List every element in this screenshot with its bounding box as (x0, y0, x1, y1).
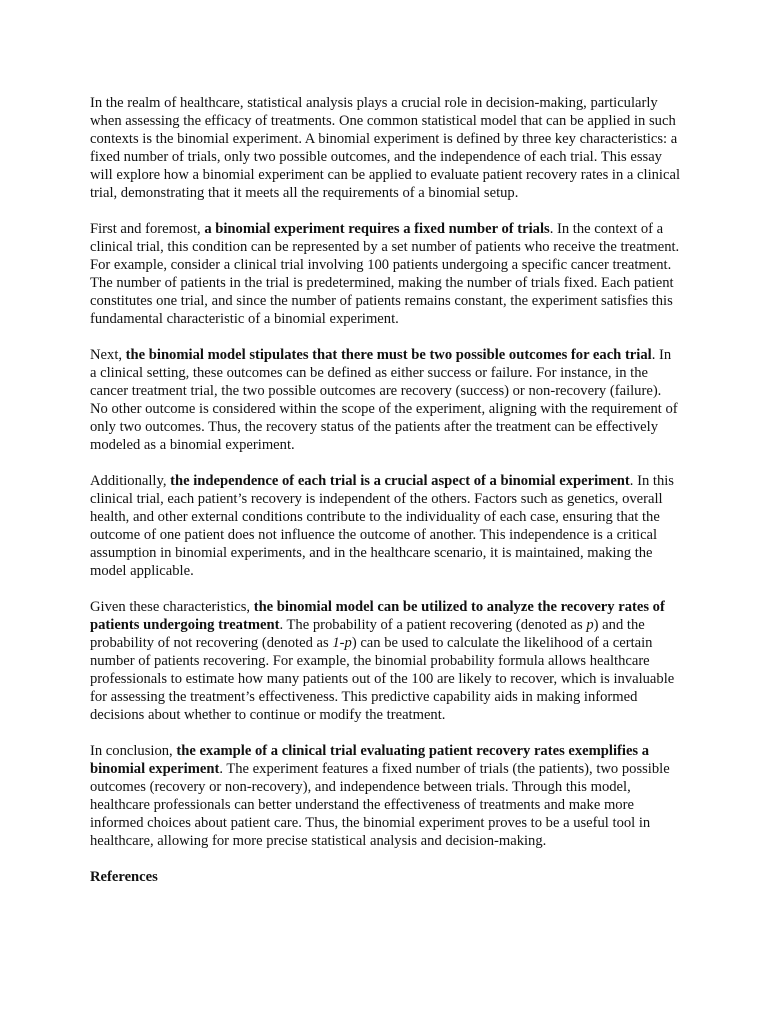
paragraph-bold-text: the binomial model stipulates that there must be two possible outcomes for each trial (125, 347, 652, 363)
paragraph-text: . The experiment features a fixed number of trials (the patients), two possible outcomes (recovery or non-recovery), and independence between trials. Through this model, healthcare professionals can better understand the effectiveness of treatments and make more informed choices about patient care. Thus, the binomial experiment proves to be a useful tool in healthcare, allowing for more precise statistical analysis and decision-making. (90, 761, 670, 849)
paragraph-text: ) and the probability of not recovering (denoted as (90, 617, 645, 651)
paragraph-text: Additionally, (90, 473, 171, 489)
paragraph-text: Next, (90, 347, 126, 363)
paragraph-recovery-rates (90, 598, 680, 724)
paragraph-text: In conclusion, (90, 743, 177, 759)
paragraph-conclusion (90, 742, 680, 850)
paragraph-bold-text: the independence of each trial is a crucial aspect of a binomial experiment (170, 473, 630, 489)
essay-body (90, 94, 680, 850)
paragraph-bold-text: a binomial experiment requires a fixed number of trials (204, 221, 550, 237)
paragraph-text: First and foremost, (90, 221, 205, 237)
paragraph-introduction (90, 94, 680, 202)
paragraph-independence (90, 472, 680, 580)
paragraph-text: . In the context of a clinical trial, this condition can be represented by a set number of patients who receive the treatment. For example, consider a clinical trial involving 100 patients undergoing a specific cancer treatment. The number of patients in the trial is predetermined, making the number of trials fixed. Each patient constitutes one trial, and since the number of patients remains constant, the experiment satisfies this fundamental characteristic of a binomial experiment. (90, 221, 680, 327)
paragraph-bold-text: the binomial model can be utilized to analyze the recovery rates of patients undergoing treatment (90, 599, 665, 633)
paragraph-text: . In a clinical setting, these outcomes can be defined as either success or failure. For instance, in the cancer treatment trial, the two possible outcomes are recovery (success) or non-recovery (failure). No other outcome is considered within the scope of the experiment, aligning with the requirement of only two outcomes. Thus, the recovery status of the patients after the treatment can be effectively modeled as a binomial experiment. (90, 347, 678, 453)
paragraph-bold-text: the example of a clinical trial evaluating patient recovery rates exemplifies a binomial experiment (90, 743, 650, 777)
paragraph-text: ) can be used to calculate the likelihood of a certain number of patients recovering. For example, the binomial probability formula allows healthcare professionals to estimate how many patients out of the 100 are likely to recover, which is invaluable for assessing the treatment’s effectiveness. This predictive capability aids in making informed decisions about whether to continue or modify the treatment. (90, 635, 675, 723)
paragraph-text: Given these characteristics, (90, 599, 254, 615)
paragraph-two-outcomes (90, 346, 680, 454)
references-heading: References (90, 869, 158, 885)
document-page (90, 94, 680, 886)
paragraph-text: . In this clinical trial, each patient’s recovery is independent of the others. Factors such as genetics, overall health, and other external conditions contribute to the individuality of each case, ensuring that the outcome of one patient does not influence the outcome of another. This independence is a critical assumption in binomial experiments, and in the healthcare scenario, it is maintained, making the model applicable. (90, 473, 674, 579)
paragraph-text: . The probability of a patient recovering (denoted as (279, 617, 587, 633)
paragraph-italic-text: p (586, 617, 594, 633)
paragraph-text: In the realm of healthcare, statistical analysis plays a crucial role in decision-making, particularly when assessing the efficacy of treatments. One common statistical model that can be applied in such contexts is the binomial experiment. A binomial experiment is defined by three key characteristics: a fixed number of trials, only two possible outcomes, and the independence of each trial. This essay will explore how a binomial experiment can be applied to evaluate patient recovery rates in a clinical trial, demonstrating that it meets all the requirements of a binomial setup. (90, 95, 680, 201)
paragraph-fixed-trials (90, 220, 680, 328)
paragraph-italic-text: 1-p (332, 635, 352, 651)
